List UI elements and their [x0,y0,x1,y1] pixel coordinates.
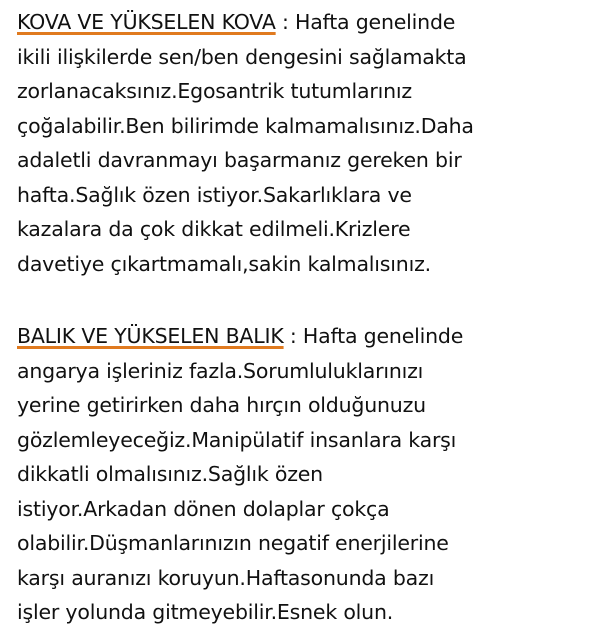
section-kova [17,5,590,281]
section-balik [17,319,590,630]
balik-body: Hafta genelinde angarya işleriniz fazla.Sorumluluklarınızı yerine getirirken daha hırçın olduğunuzu gözlemleyeceğiz.Manipülatif insanlara karşı dikkatli olmalısınız.Sağlık özen istiyor.Arkadan dönen dolaplar çokça olabilir.Düşmanlarınızın negatif enerjilerine karşı auranızı koruyun.Haftasonunda bazı işler yolunda gitmeyebilir.Esnek olun. [17,324,464,624]
balik-heading: BALIK VE YÜKSELEN BALIK [17,324,284,348]
balik-separator: : [283,324,303,348]
kova-body: Hafta genelinde ikili ilişkilerde sen/ben dengesini sağlamakta zorlanacaksınız.Egosantrik tutumlarınız çoğalabilir.Ben bilirimde kalmamalısınız.Daha adaletli davranmayı başarmanız gereken bir hafta.Sağlık özen istiyor.Sakarlıklara ve kazalara da çok dikkat edilmeli.Krizlere davetiye çıkartmamalı,sakin kalmalısınız. [17,10,474,276]
balik-paragraph [17,319,590,630]
kova-paragraph [17,5,590,281]
kova-heading: KOVA VE YÜKSELEN KOVA [17,10,276,34]
kova-separator: : [275,10,295,34]
